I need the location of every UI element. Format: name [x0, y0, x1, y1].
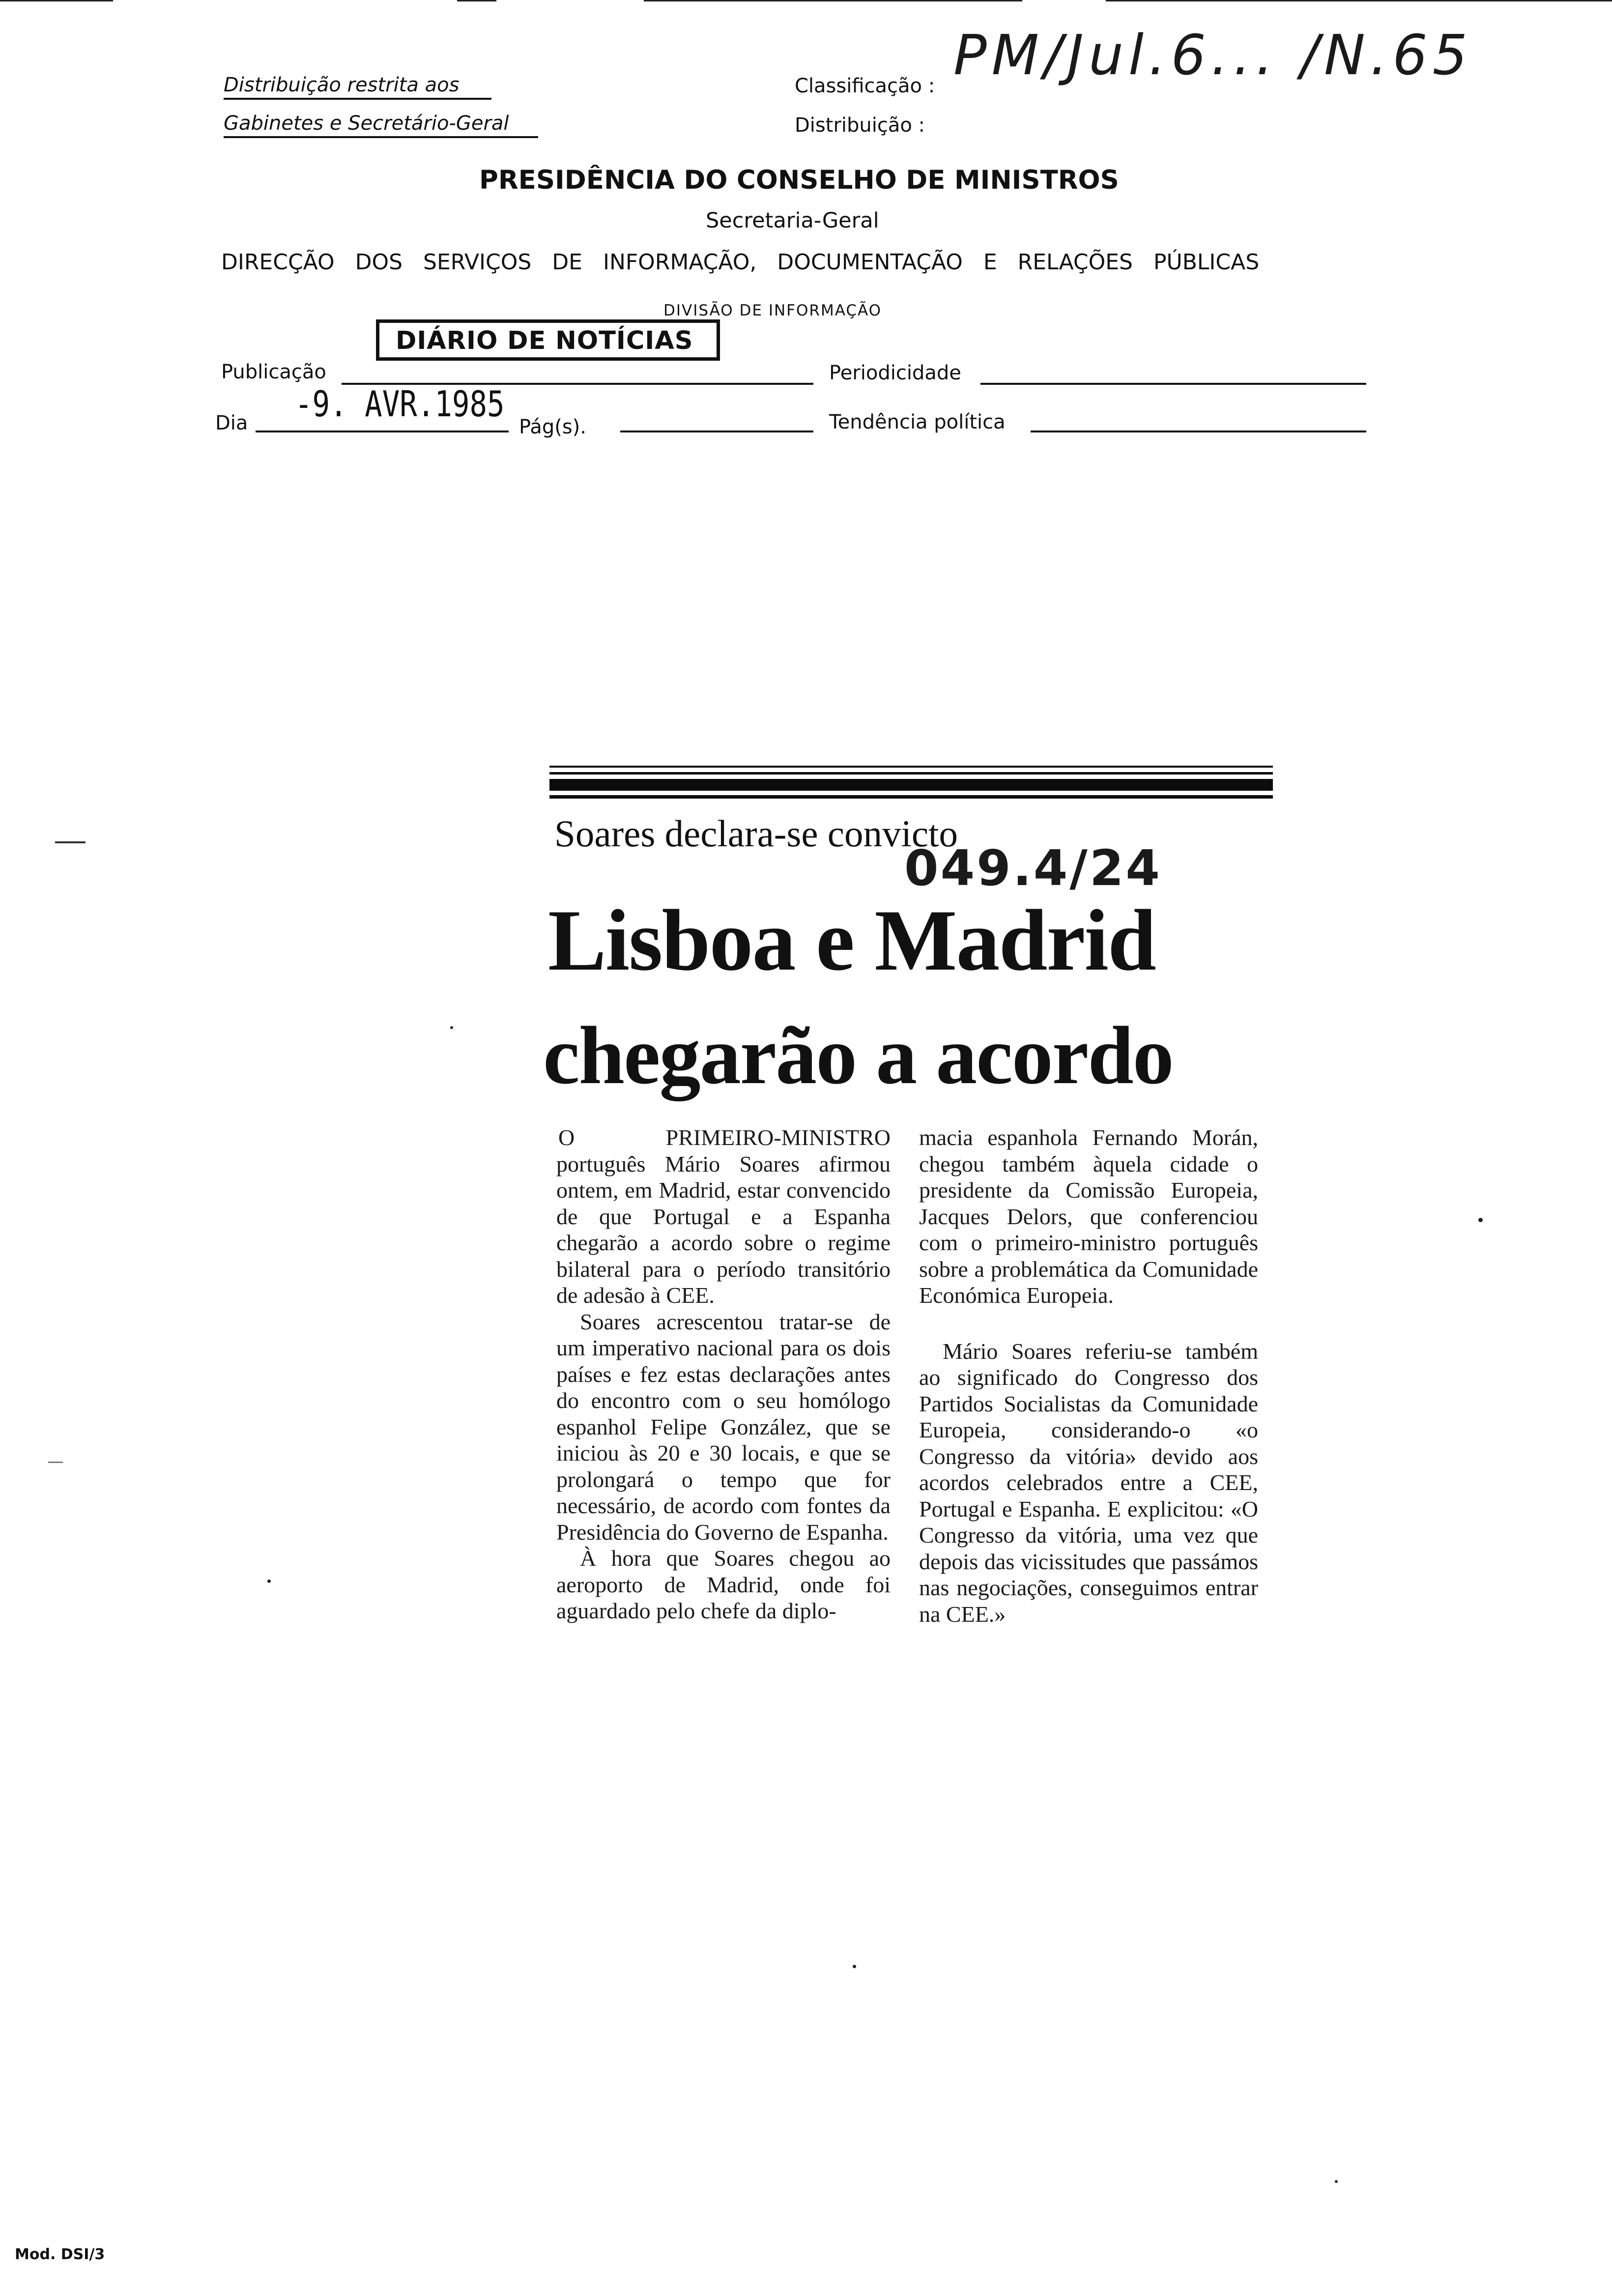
rule-bar: [549, 779, 1273, 791]
pags-field-line: [620, 430, 813, 432]
restricted-distribution-line2: Gabinetes e Secretário-Geral: [224, 112, 509, 135]
secretaria-geral: Secretaria-Geral: [706, 208, 879, 233]
model-number: Mod. DSI/3: [15, 2246, 105, 2263]
paragraph: À hora que Soares chegou ao aeroporto de Madrid, onde foi aguardado pelo chefe da diplo-: [556, 1546, 891, 1623]
article-kicker: Soares declara-se convicto: [554, 812, 958, 855]
publicacao-label: Publicação: [221, 361, 326, 383]
underline: [224, 136, 538, 138]
scan-edge-line: [457, 0, 496, 1]
publicacao-value: DIÁRIO DE NOTÍCIAS: [396, 326, 693, 355]
tendencia-label: Tendência política: [829, 411, 1006, 433]
handwritten-code: 049.4/24: [904, 839, 1162, 897]
scan-speck: [853, 1965, 856, 1968]
distribuicao-label: Distribuição :: [795, 114, 925, 137]
scan-speck: [1335, 2180, 1338, 2183]
underline: [224, 98, 491, 100]
scan-edge-line: [0, 0, 113, 1]
divisao-informacao: DIVISÃO DE INFORMAÇÃO: [663, 302, 882, 319]
scan-mark: [55, 841, 86, 843]
classificacao-label: Classificação :: [795, 75, 935, 97]
rule-bar: [549, 766, 1273, 768]
rule-bar: [549, 795, 1273, 799]
scan-speck: [450, 1026, 453, 1029]
rule-bar: [549, 772, 1273, 775]
handwritten-reference: PM/Jul.6... /N.65: [953, 24, 1472, 87]
scan-speck: [1478, 1218, 1483, 1222]
paragraph: Mário Soares referiu-se também ao significado do Congresso dos Partidos Socialistas da Comunidade Europeia, considerando-o «o Congresso da vitória» devido aos acordos celebrados entre a CEE, Portugal e Espanha. E explicitou: «O Congresso da vitória, uma vez que depois das vicissitudes que passámos nas negociações, conseguimos entrar na CEE.»: [919, 1338, 1258, 1627]
pags-label: Pág(s).: [519, 416, 586, 438]
article-column-2: [919, 1124, 1258, 1627]
periodicidade-field-line: [980, 383, 1366, 385]
restricted-distribution-line1: Distribuição restrita aos: [224, 74, 460, 96]
scan-speck: [267, 1579, 271, 1583]
direccao-line: DIRECÇÃO DOS SERVIÇOS DE INFORMAÇÃO, DOCUMENTAÇÃO E RELAÇÕES PÚBLICAS: [221, 250, 1260, 275]
scan-mark: [48, 1462, 63, 1463]
dia-stamp-value: -9. AVR.1985: [295, 383, 505, 425]
tendencia-field-line: [1031, 430, 1366, 432]
article-column-1: [556, 1124, 891, 1624]
dia-field-line: [256, 430, 509, 432]
paragraph: macia espanhola Fernando Morán, chegou também àquela cidade o presidente da Comissão Europeia, Jacques Delors, que conferenciou com o primeiro-ministro português sobre a problemática da Comunidade Económica Europeia.: [919, 1125, 1258, 1308]
scan-edge-line: [1106, 0, 1612, 1]
periodicidade-label: Periodicidade: [829, 362, 961, 384]
headline-line2: chegarão a acordo: [543, 1010, 1173, 1101]
paragraph: Soares acrescentou tratar-se de um imperativo nacional para os dois países e fez estas declarações antes do encontro com o seu homólogo espanhol Felipe González, que se iniciou às 20 e 30 locais, e que se prolongará o tempo que for necessário, de acordo com fontes da Presidência do Governo de Espanha.: [556, 1309, 891, 1545]
presidencia-title: PRESIDÊNCIA DO CONSELHO DE MINISTROS: [479, 165, 1119, 195]
scan-edge-line: [644, 0, 1022, 1]
paragraph: O PRIMEIRO-MINISTRO português Mário Soares afirmou ontem, em Madrid, estar convencido de que Portugal e a Espanha chegarão a acordo sobre o regime bilateral para o período transitório de adesão à CEE.: [556, 1125, 891, 1308]
headline-line1: Lisboa e Madrid: [548, 891, 1155, 989]
dia-label: Dia: [215, 412, 248, 434]
